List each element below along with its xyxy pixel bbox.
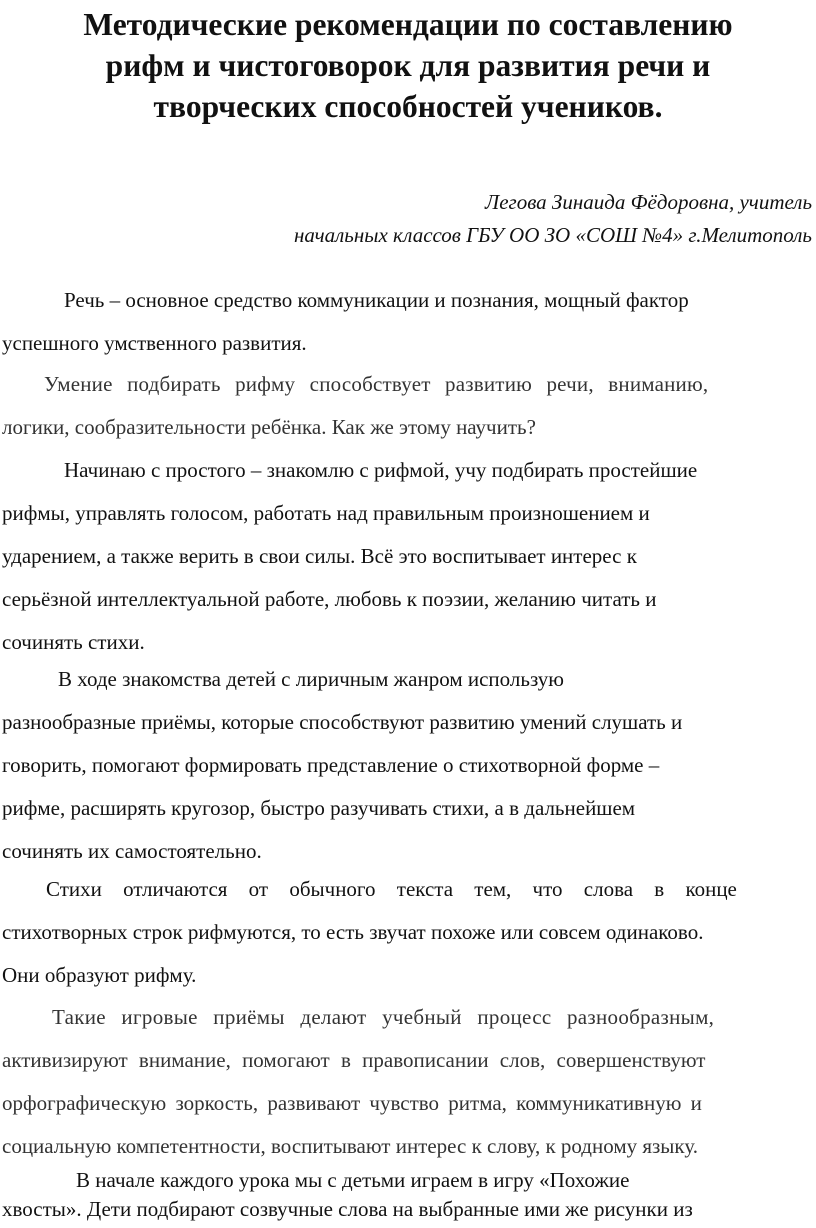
paragraph-line: орфографическую зоркость, развивают чувство ритма, коммуникативную и (2, 1091, 702, 1115)
paragraph-line: логики, сообразительности ребёнка. Как же этому научить? (2, 415, 536, 439)
paragraph-line: стихотворных строк рифмуются, то есть звучат похоже или совсем одинаково. (2, 920, 704, 944)
paragraph (2, 279, 812, 365)
document-title (20, 4, 796, 127)
author-block (112, 186, 812, 252)
author-position-line: начальных классов ГБУ ОО ЗО «СОШ №4» г.Мелитополь (293, 223, 812, 247)
paragraph-line: Умение подбирать рифму способствует развитию речи, вниманию, (44, 372, 709, 396)
title-line: Методические рекомендации по составлению (83, 7, 733, 42)
paragraph (2, 996, 812, 1168)
title-line: рифм и чистоговорок для развития речи и (105, 48, 711, 83)
paragraph-line: Начинаю с простого – знакомлю с рифмой, учу подбирать простейшие (64, 458, 698, 482)
paragraph-line: хвосты». Дети подбирают созвучные слова на выбранные ими же рисунки из (2, 1197, 693, 1221)
paragraph-line: Стихи отличаются от обычного текста тем, что слова в конце (46, 877, 737, 901)
paragraph-line: Они образуют рифму. (2, 963, 197, 987)
paragraph (2, 449, 812, 664)
paragraph-line: Речь – основное средство коммуникации и познания, мощный фактор (64, 288, 689, 312)
paragraph-line: В начале каждого урока мы с детьми играем в игру «Похожие (76, 1168, 630, 1192)
paragraph-line: рифмы, управлять голосом, работать над правильным произношением и (2, 501, 650, 525)
paragraph-line: активизируют внимание, помогают в правописании слов, совершенствуют (2, 1048, 706, 1072)
paragraph-line: сочинять стихи. (2, 630, 145, 654)
paragraph (2, 363, 812, 449)
paragraph-line: сочинять их самостоятельно. (2, 839, 262, 863)
paragraph-line: рифме, расширять кругозор, быстро разучивать стихи, а в дальнейшем (2, 796, 636, 820)
title-line: творческих способностей учеников. (153, 89, 663, 124)
paragraph-line: разнообразные приёмы, которые способствуют развитию умений слушать и (2, 710, 683, 734)
paragraph-line: говорить, помогают формировать представление о стихотворной форме – (2, 753, 660, 777)
paragraph (2, 1166, 812, 1224)
paragraph-line: ударением, а также верить в свои силы. Всё это воспитывает интерес к (2, 544, 637, 568)
paragraph-line: Такие игровые приёмы делают учебный процесс разнообразным, (52, 1005, 715, 1029)
paragraph-line: успешного умственного развития. (2, 331, 307, 355)
paragraph (2, 868, 812, 997)
paragraph (2, 658, 812, 873)
paragraph-line: социальную компетентности, воспитывают интерес к слову, к родному языку. (2, 1134, 698, 1158)
paragraph-line: серьёзной интеллектуальной работе, любовь к поэзии, желанию читать и (2, 587, 657, 611)
author-name-line: Легова Зинаида Фёдоровна, учитель (484, 190, 812, 214)
paragraph-line: В ходе знакомства детей с лиричным жанром использую (58, 667, 564, 691)
